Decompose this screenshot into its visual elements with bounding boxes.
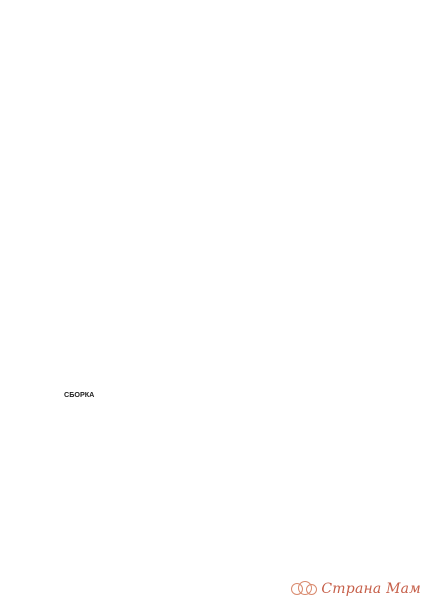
paragraph bbox=[64, 372, 374, 381]
paragraph bbox=[64, 66, 374, 75]
watermark-text: Страна Мам bbox=[321, 581, 421, 597]
paragraph bbox=[64, 270, 374, 279]
paragraph-list bbox=[64, 66, 374, 380]
paragraph bbox=[64, 239, 374, 248]
paragraph bbox=[64, 107, 374, 116]
paragraph bbox=[64, 249, 374, 258]
section-title: СБОРКА bbox=[64, 390, 95, 400]
paragraph bbox=[64, 260, 374, 269]
paragraph bbox=[64, 137, 374, 146]
paragraph bbox=[64, 219, 374, 228]
paragraph bbox=[64, 86, 374, 95]
section-text bbox=[64, 400, 374, 409]
paragraph bbox=[64, 229, 374, 238]
paragraph bbox=[64, 168, 374, 177]
paragraph bbox=[64, 331, 374, 340]
paragraph bbox=[64, 280, 374, 289]
paragraph bbox=[64, 198, 374, 207]
paragraph bbox=[64, 311, 374, 320]
paragraph bbox=[64, 341, 374, 350]
paragraph bbox=[64, 127, 374, 136]
paragraph bbox=[64, 117, 374, 126]
site-watermark bbox=[289, 580, 421, 598]
paragraph bbox=[64, 158, 374, 167]
watermark-logo-icon bbox=[289, 580, 319, 598]
paragraph bbox=[64, 209, 374, 218]
paragraph bbox=[64, 188, 374, 197]
paragraph bbox=[64, 361, 374, 370]
paragraph bbox=[64, 178, 374, 187]
document-page bbox=[64, 66, 374, 410]
paragraph bbox=[64, 97, 374, 106]
paragraph bbox=[64, 351, 374, 360]
paragraph bbox=[64, 290, 374, 299]
paragraph bbox=[64, 148, 374, 157]
paragraph bbox=[64, 300, 374, 309]
paragraph bbox=[64, 321, 374, 330]
paragraph bbox=[64, 76, 374, 85]
